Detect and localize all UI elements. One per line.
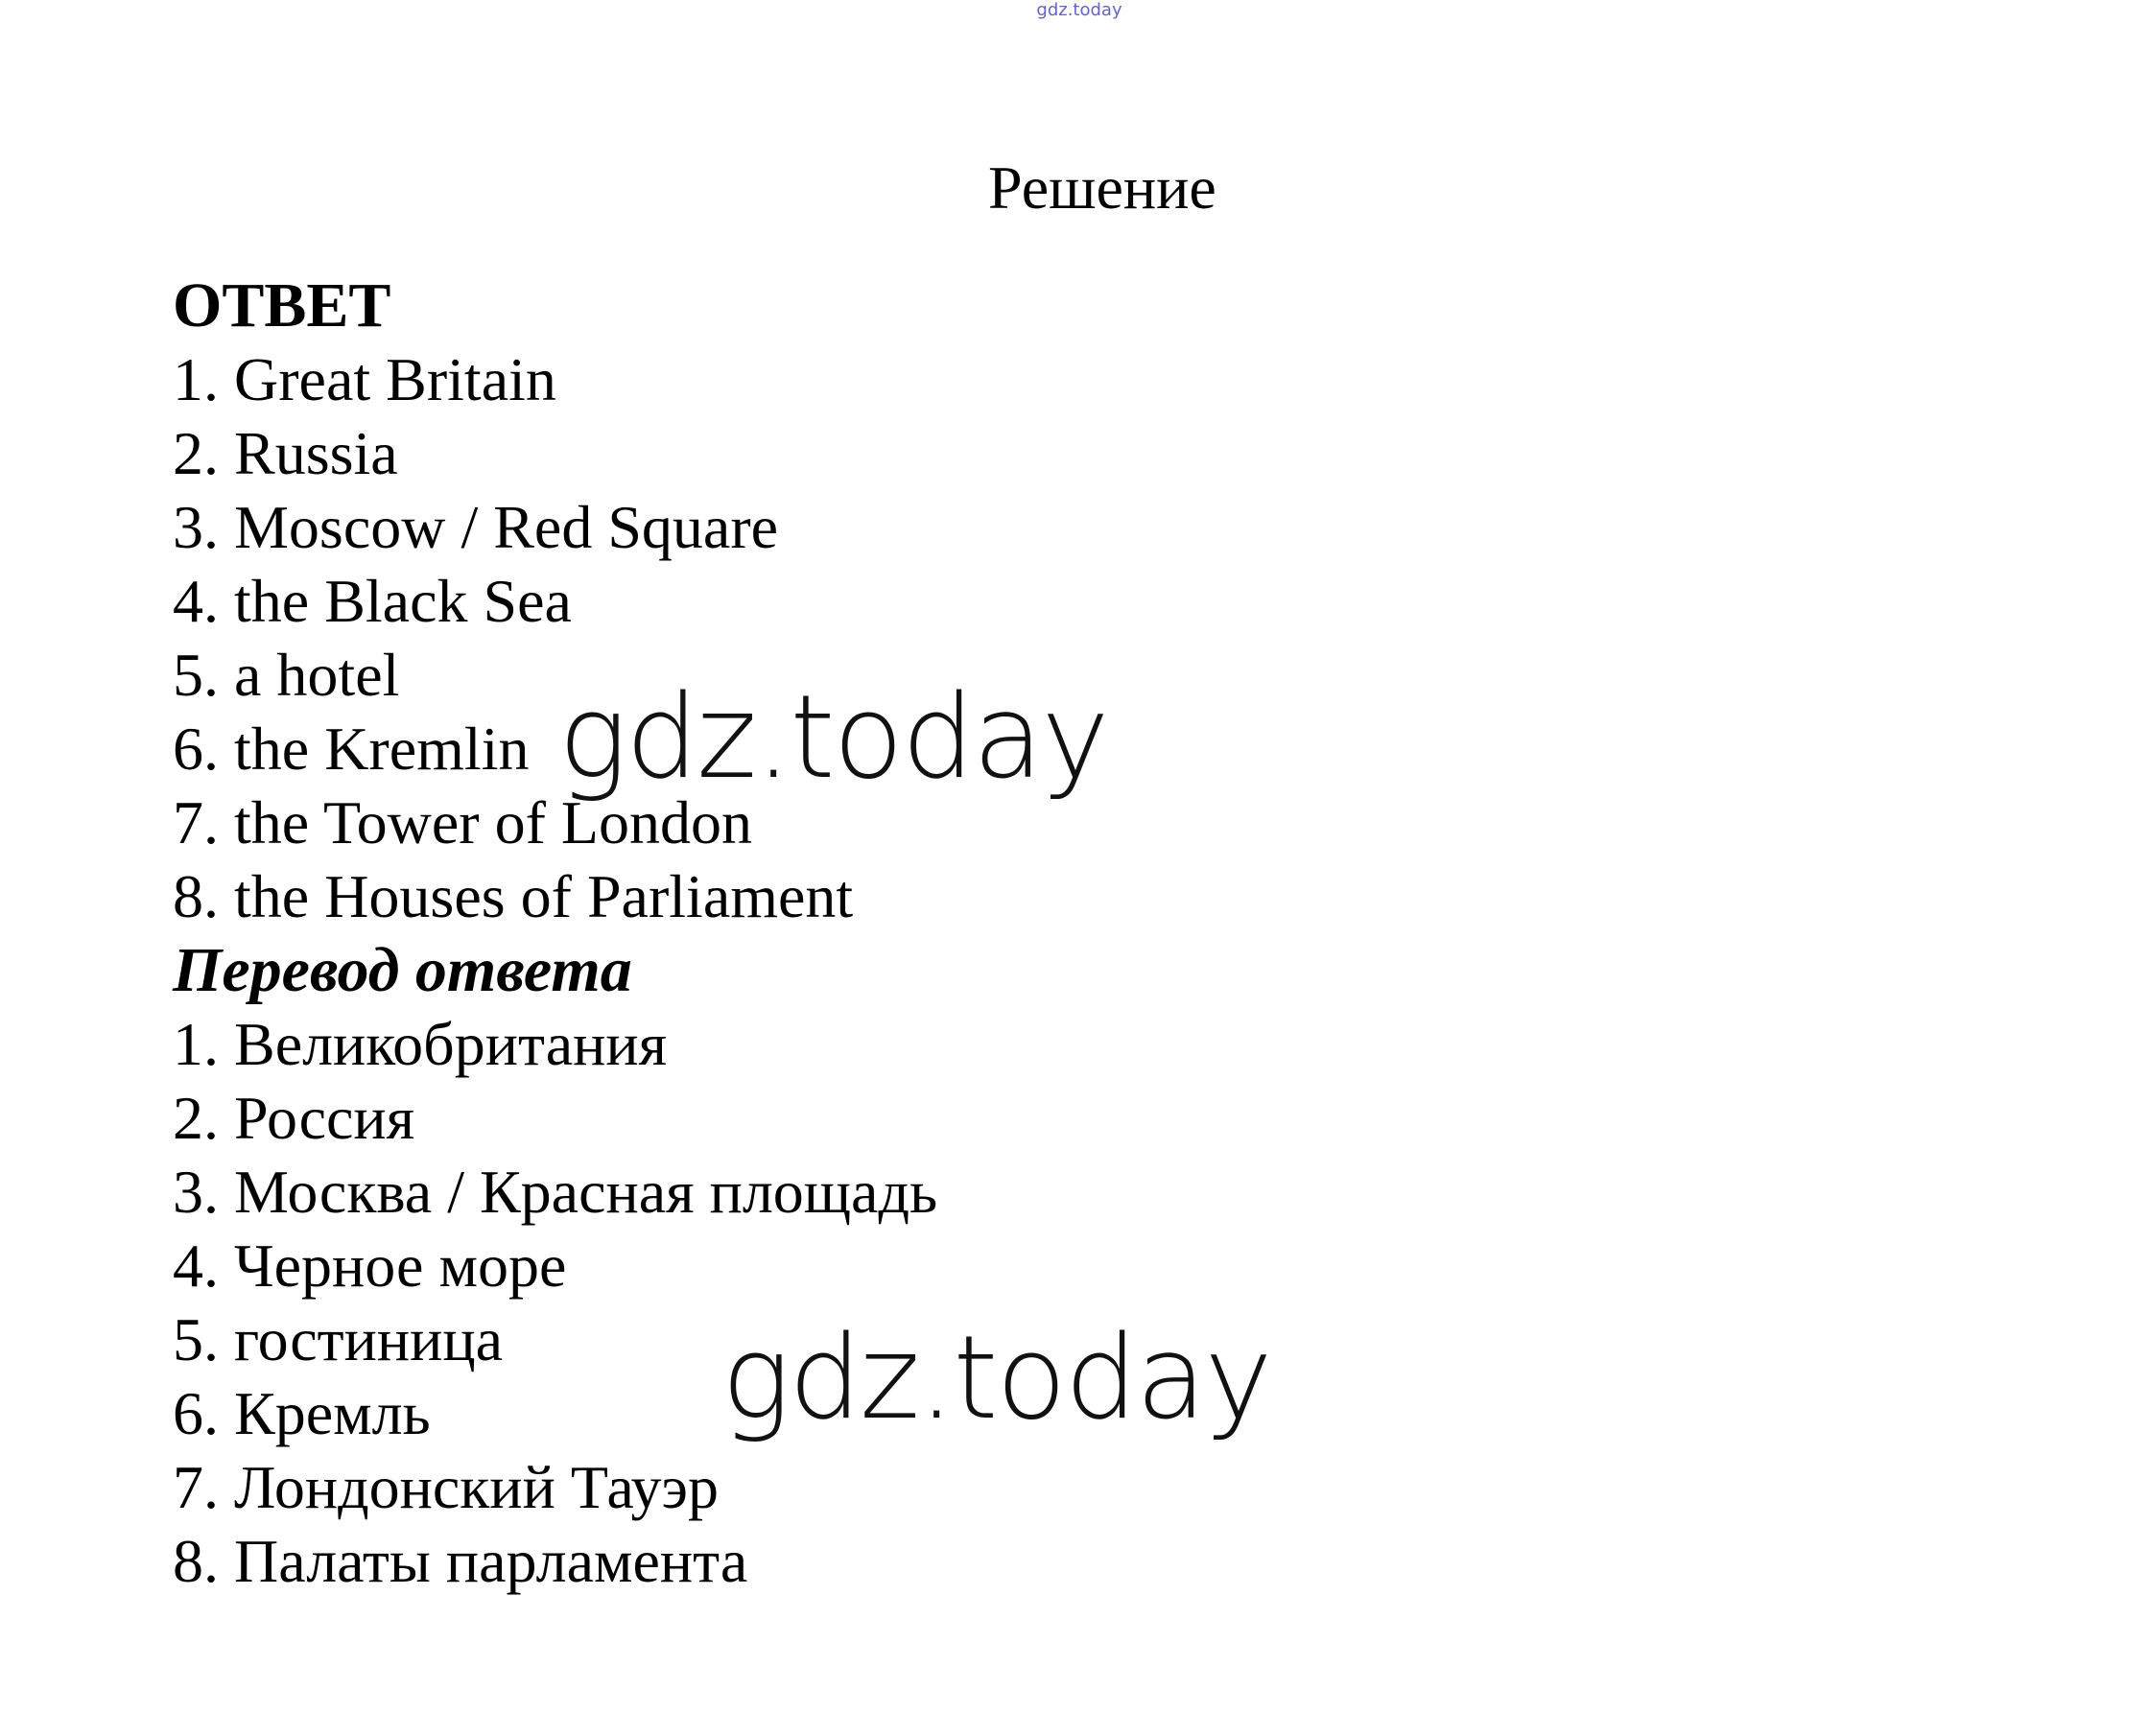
list-item: 8. the Houses of Parliament	[173, 862, 854, 930]
list-item: 2. Russia	[173, 419, 398, 487]
top-watermark: gdz.today	[1036, 0, 1122, 20]
list-item: 8. Палаты парламента	[173, 1527, 748, 1595]
list-item: 7. Лондонский Тауэр	[173, 1453, 719, 1521]
list-item: 4. Черное море	[173, 1232, 567, 1300]
list-item: 6. Кремль	[173, 1379, 431, 1447]
list-item: 1. Great Britain	[173, 345, 556, 413]
answer-list	[173, 342, 1900, 933]
answer-heading: ОТВЕТ	[173, 270, 391, 340]
list-item: 7. the Tower of London	[173, 788, 752, 856]
list-item: 3. Москва / Красная площадь	[173, 1158, 938, 1226]
translation-heading: Перевод ответа	[173, 935, 632, 1005]
list-item: 6. the Kremlin	[173, 715, 530, 783]
list-item: 5. гостиница	[173, 1305, 504, 1373]
list-item: 3. Moscow / Red Square	[173, 493, 779, 561]
list-item: 1. Великобритания	[173, 1010, 668, 1078]
list-item: 4. the Black Sea	[173, 567, 572, 635]
list-item: 5. a hotel	[173, 641, 400, 709]
watermark: gdz.today	[721, 1312, 1271, 1445]
page-title: Решение	[988, 153, 1216, 222]
watermark: gdz.today	[558, 671, 1108, 805]
translation-list	[173, 1007, 1900, 1598]
list-item: 2. Россия	[173, 1084, 415, 1152]
